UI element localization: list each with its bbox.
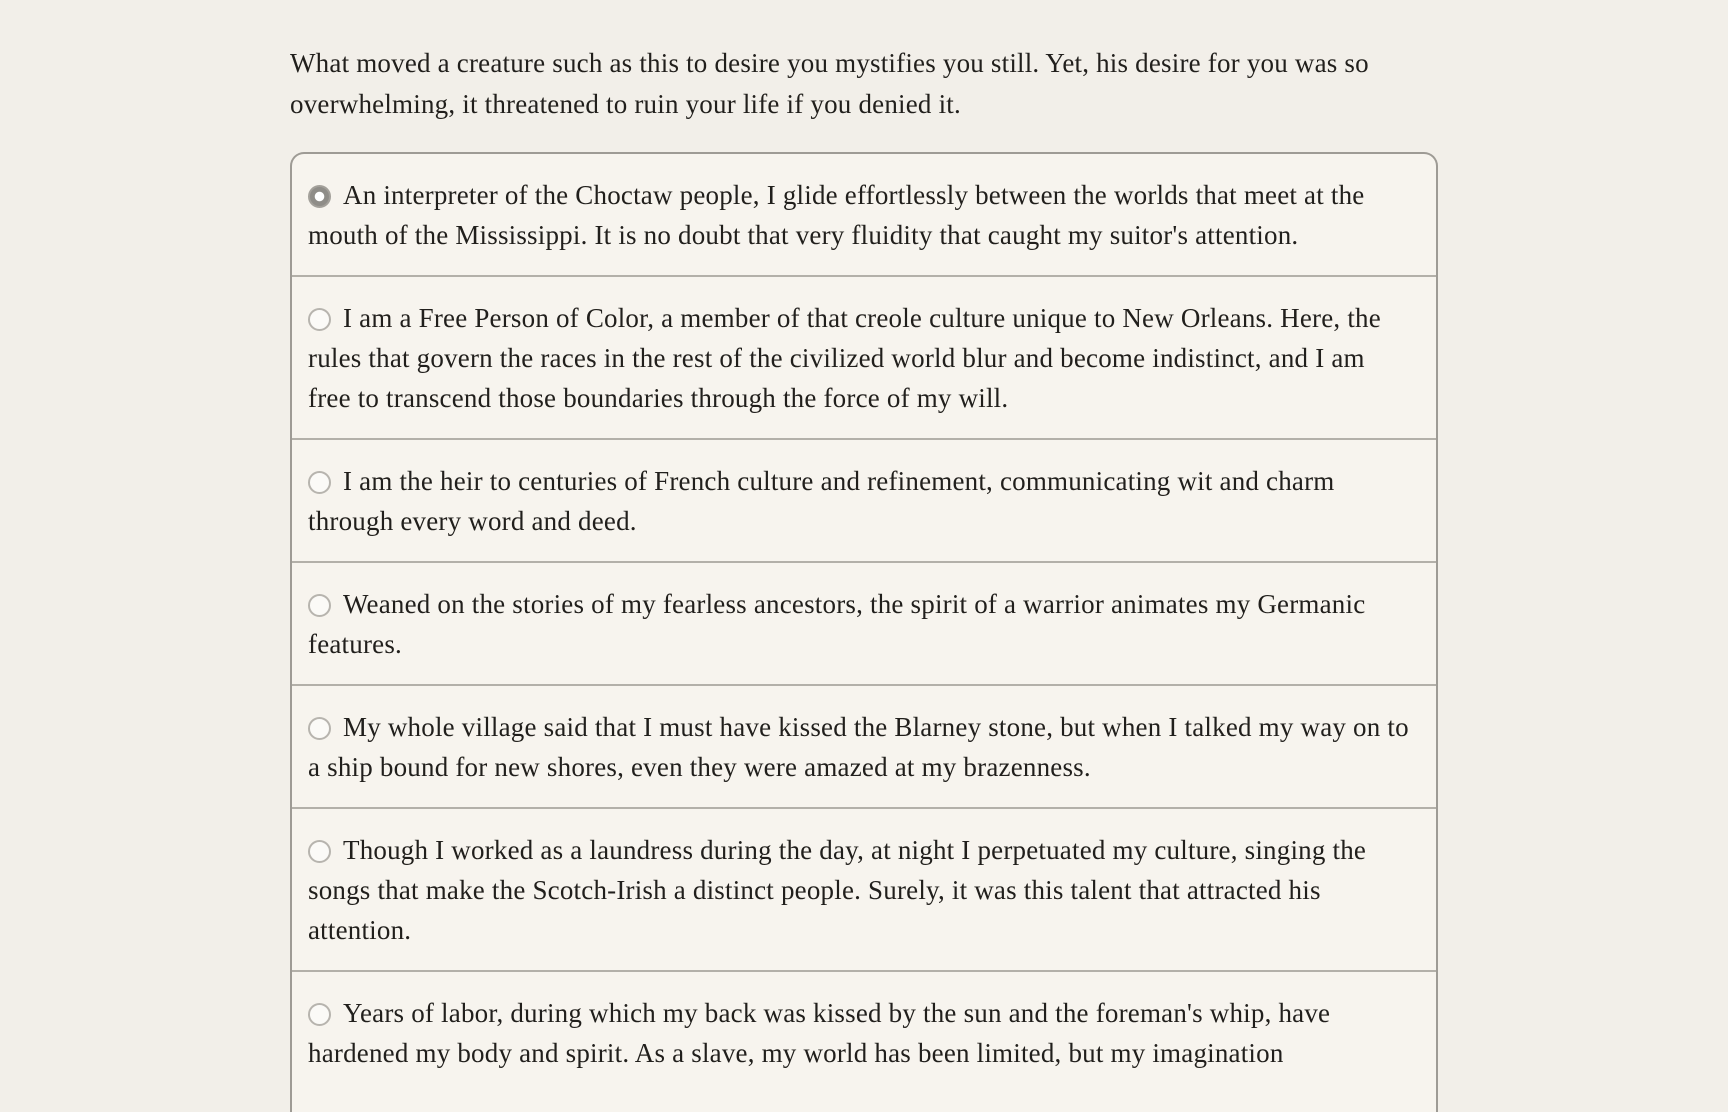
choice-option[interactable]	[292, 684, 1436, 807]
story-page	[290, 27, 1438, 1112]
radio-unselected-icon[interactable]	[308, 594, 331, 617]
choice-option[interactable]	[292, 970, 1436, 1093]
choice-option-label: Though I worked as a laundress during the day, at night I perpetuated my culture, singing the songs that make the Scotch-Irish a distinct people. Surely, it was this talent that attracted his attention.	[308, 835, 1367, 945]
radio-selected-icon[interactable]	[308, 185, 331, 208]
choice-option-label: Weaned on the stories of my fearless ancestors, the spirit of a warrior animates my Germanic features.	[308, 589, 1366, 659]
choice-option-label: My whole village said that I must have kissed the Blarney stone, but when I talked my way on to a ship bound for new shores, even they were amazed at my brazenness.	[308, 712, 1409, 782]
choice-option[interactable]	[292, 154, 1436, 275]
choice-option[interactable]	[292, 275, 1436, 438]
choice-option-label: An interpreter of the Choctaw people, I glide effortlessly between the worlds that meet at the mouth of the Mississippi. It is no doubt that very fluidity that caught my suitor's attention.	[308, 180, 1365, 250]
choice-option-label: I am a Free Person of Color, a member of that creole culture unique to New Orleans. Here, the rules that govern the races in the rest of the civilized world blur and become indistinct, and I am free to transcend those boundaries through the force of my will.	[308, 303, 1381, 413]
choice-option-label: I am the heir to centuries of French culture and refinement, communicating wit and charm through every word and deed.	[308, 466, 1335, 536]
choice-list	[290, 152, 1438, 1112]
radio-unselected-icon[interactable]	[308, 840, 331, 863]
radio-unselected-icon[interactable]	[308, 308, 331, 331]
radio-unselected-icon[interactable]	[308, 717, 331, 740]
narrative-text: What moved a creature such as this to desire you mystifies you still. Yet, his desire for you was so overwhelming, it threatened to ruin your life if you denied it.	[290, 48, 1369, 119]
choice-option[interactable]	[292, 561, 1436, 684]
radio-unselected-icon[interactable]	[308, 471, 331, 494]
choice-option-label: Years of labor, during which my back was kissed by the sun and the foreman's whip, have hardened my body and spirit. As a slave, my world has been limited, but my imagination	[308, 998, 1331, 1068]
choice-option[interactable]	[292, 438, 1436, 561]
radio-unselected-icon[interactable]	[308, 1003, 331, 1026]
choice-option[interactable]	[292, 807, 1436, 970]
